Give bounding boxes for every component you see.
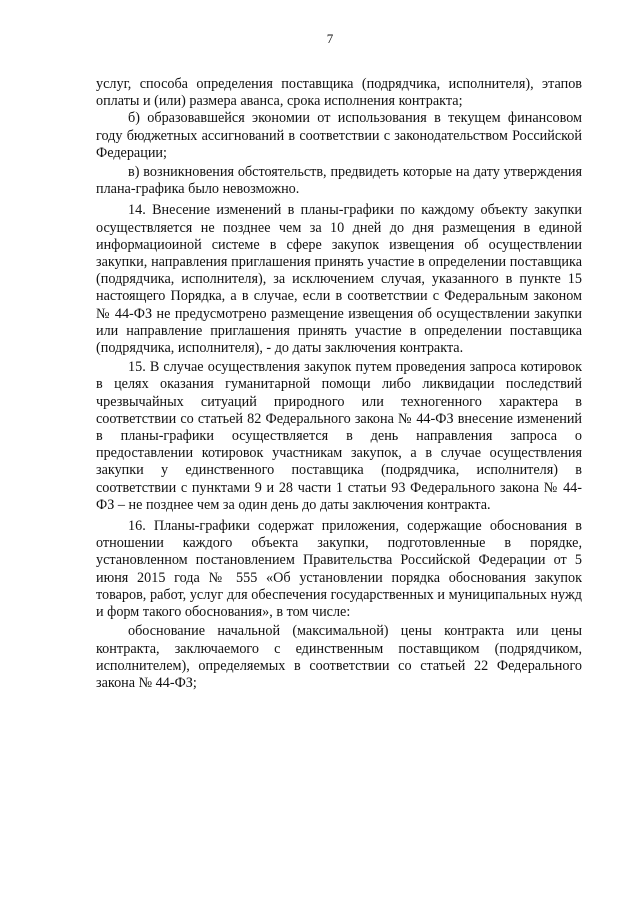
paragraph-item-v: в) возникновения обстоятельств, предвидеть которые на дату утверждения плана-графика было невозможно.: [96, 164, 582, 198]
paragraph-item-b: б) образовавшейся экономии от использования в текущем финансовом году бюджетных ассигнований в соответствии с законодательством Российской Федерации;: [96, 110, 582, 161]
paragraph-continuation: услуг, способа определения поставщика (подрядчика, исполнителя), этапов оплаты и (или) размера аванса, срока исполнения контракта;: [96, 76, 582, 110]
paragraph-16: 16. Планы-графики содержат приложения, содержащие обоснования в отношении каждого объекта закупки, подготовленные в порядке, установленном постановлением Правительства Российской Федерации от 5 июня 2015 года № 555 «Об установлении порядка обоснования закупок товаров, работ, услуг для обеспечения государственных и муниципальных нужд и форм такого обоснования», в том числе:: [96, 518, 582, 621]
paragraph-15: 15. В случае осуществления закупок путем проведения запроса котировок в целях оказания гуманитарной помощи либо ликвидации последствий чрезвычайных ситуаций природного или техногенного характера в соответствии со статьей 82 Федерального закона № 44-ФЗ внесение изменений в планы-графики осуществляется в день направления запроса о предоставлении котировок участникам закупок, а в случае осуществления закупки у единственного поставщика (подрядчика, исполнителя) в соответствии с пунктами 9 и 28 части 1 статьи 93 Федерального закона № 44-ФЗ – не позднее чем за один день до даты заключения контракта.: [96, 359, 582, 513]
paragraph-14: 14. Внесение изменений в планы-графики по каждому объекту закупки осуществляется не позднее чем за 10 дней до дня размещения в единой информациоиной системе в сфере закупок извещения об осуществлении закупки, направления приглашения принять участие в определении поставщика (подрядчика, исполнителя), за исключением случая, указанного в пункте 15 настоящего Порядка, а в случае, если в соответствии с Федеральным законом № 44-ФЗ не предусмотрено размещение извещения об осуществлении закупки или направление приглашения принять участие в определении поставщика (подрядчика, исполнителя), - до даты заключения контракта.: [96, 202, 582, 357]
page-number: 7: [326, 31, 334, 46]
document-body: [96, 76, 582, 692]
paragraph-16-item-justification: обоснование начальной (максимальной) цены контракта или цены контракта, заключаемого с единственным поставщиком (подрядчиком, исполнителем), определяемых в соответствии со статьей 22 Федерального закона № 44-ФЗ;: [96, 623, 582, 691]
